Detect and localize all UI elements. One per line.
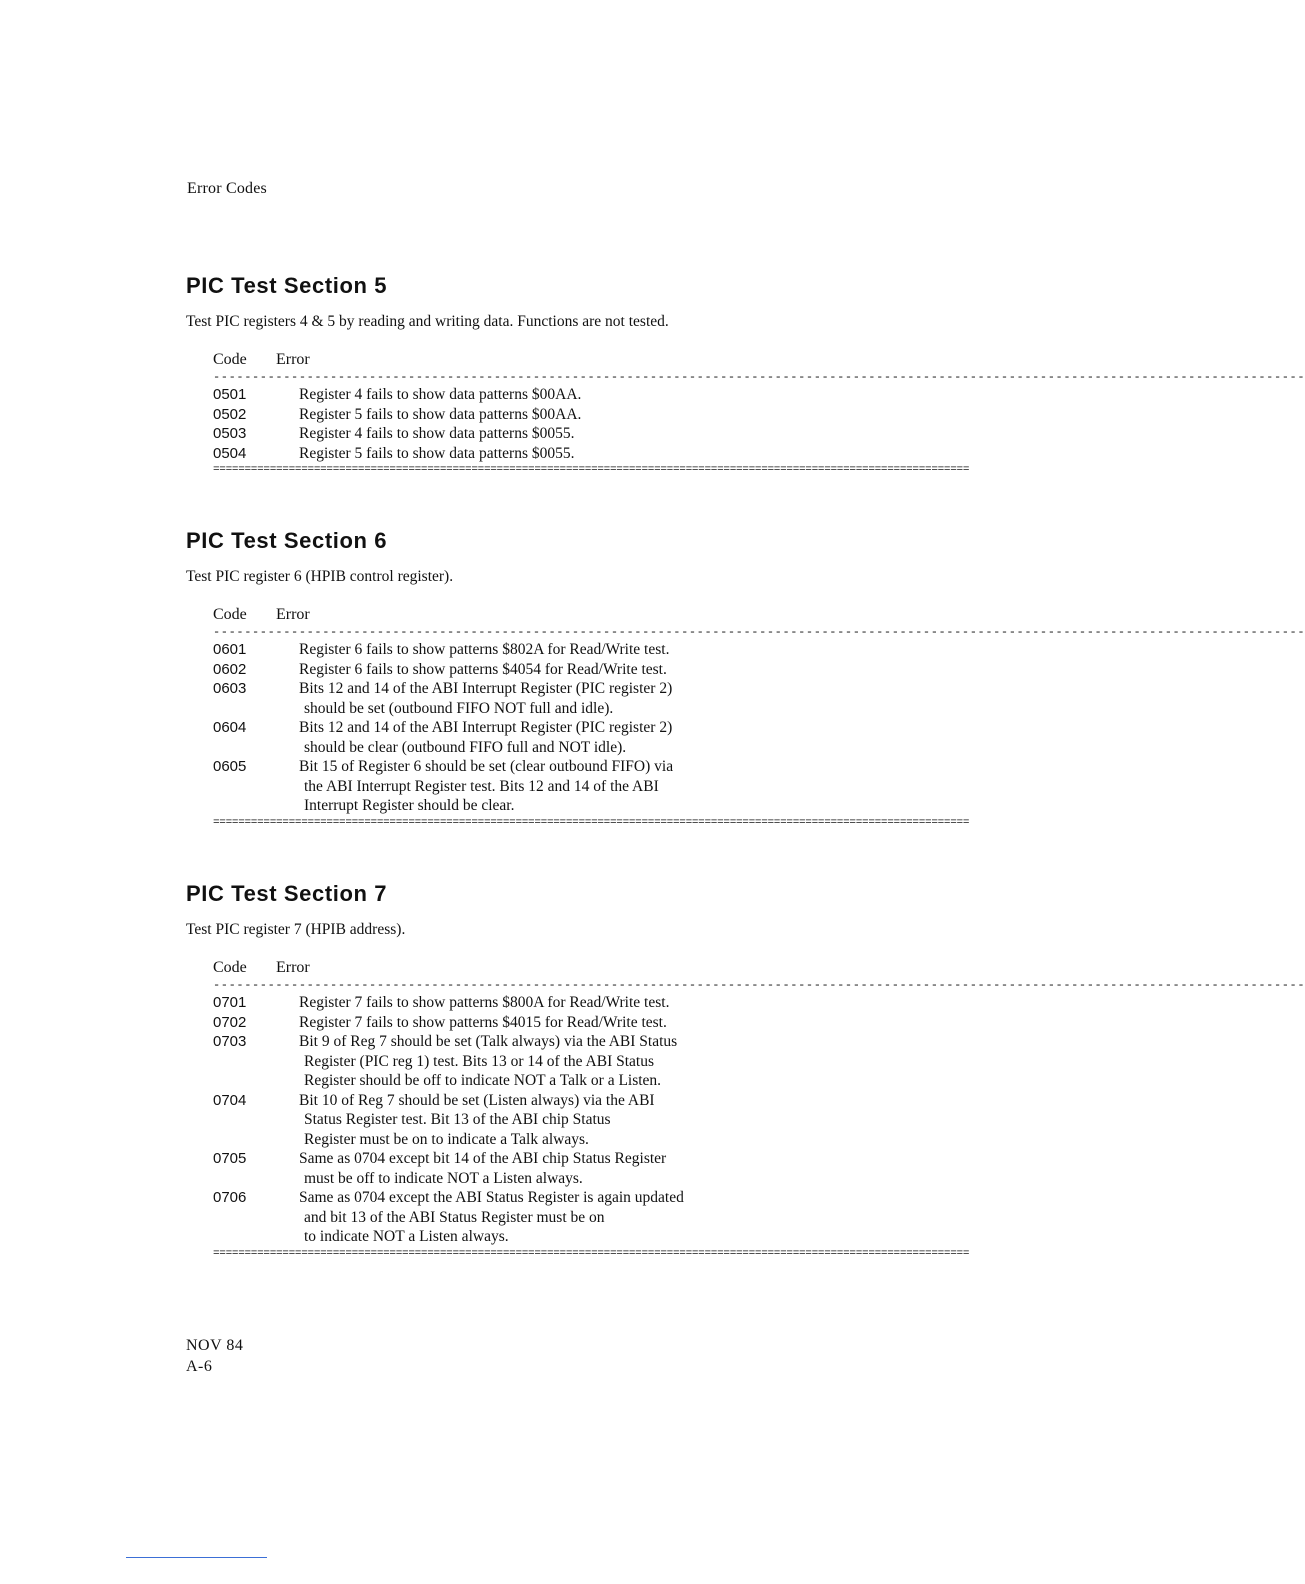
- error-description: [299, 424, 936, 444]
- error-description-line: Same as 0704 except the ABI Status Register is again updated: [299, 1189, 684, 1206]
- error-description-line: Register 4 fails to show data patterns $0055.: [299, 425, 575, 442]
- error-code: 0601: [213, 641, 247, 658]
- error-description: [299, 1091, 936, 1150]
- double-rule: ========================================================================================================================: [213, 464, 970, 476]
- error-code-table: [213, 605, 1305, 831]
- error-code: 0702: [213, 1013, 247, 1031]
- table-row: [213, 640, 936, 660]
- error-code: 0701: [213, 994, 247, 1011]
- error-description: [299, 444, 936, 464]
- error-description-line: Interrupt Register should be clear.: [304, 797, 515, 814]
- error-description: [299, 1013, 936, 1033]
- page-footer: [186, 1335, 243, 1377]
- table-rows: [213, 385, 936, 463]
- error-description: [299, 1188, 936, 1247]
- error-description-line: the ABI Interrupt Register test. Bits 12 and 14 of the ABI: [304, 777, 659, 795]
- page-number: A-6: [186, 1358, 213, 1375]
- table-row: [213, 1013, 936, 1033]
- table-header: [213, 605, 936, 625]
- section-description: Test PIC register 6 (HPIB control register).: [186, 568, 454, 585]
- error-code-table: [213, 350, 1305, 478]
- table-header: [213, 350, 936, 370]
- dashed-rule: --------------------------------------------------------------------------------------------------------------------------------------------: [213, 978, 1305, 992]
- table-row: [213, 757, 936, 816]
- table-row: [213, 718, 936, 757]
- section-title: PIC Test Section 7: [186, 881, 388, 906]
- table-row: [213, 385, 936, 405]
- error-description-line: Bit 10 of Reg 7 should be set (Listen always) via the ABI: [299, 1091, 655, 1109]
- footer-date: NOV 84: [186, 1337, 244, 1354]
- error-description-line: to indicate NOT a Listen always.: [304, 1228, 509, 1245]
- error-code: 0704: [213, 1091, 247, 1109]
- error-description-line: and bit 13 of the ABI Status Register must be on: [304, 1208, 605, 1226]
- error-description-line: Bits 12 and 14 of the ABI Interrupt Register (PIC register 2): [299, 719, 673, 736]
- column-header-error: Error: [276, 606, 310, 623]
- error-description: [299, 385, 936, 405]
- error-code: 0706: [213, 1189, 247, 1206]
- error-code-table: [213, 958, 1305, 1262]
- error-description-line: Register 5 fails to show data patterns $0055.: [299, 444, 575, 462]
- column-header-error: Error: [276, 351, 310, 368]
- error-description: [299, 1149, 936, 1188]
- error-description-line: must be off to indicate NOT a Listen always.: [304, 1169, 583, 1187]
- error-description-line: Register 5 fails to show data patterns $00AA.: [299, 405, 582, 423]
- error-description-line: Bit 9 of Reg 7 should be set (Talk always) via the ABI Status: [299, 1033, 678, 1050]
- error-description-line: Register should be off to indicate NOT a Talk or a Listen.: [304, 1072, 662, 1089]
- error-description-line: Register 6 fails to show patterns $802A for Read/Write test.: [299, 641, 670, 658]
- column-header-code: Code: [213, 351, 247, 368]
- dashed-rule: --------------------------------------------------------------------------------------------------------------------------------------------: [213, 370, 1305, 384]
- table-rows: [213, 993, 936, 1247]
- table-header: [213, 958, 936, 978]
- error-code: 0703: [213, 1033, 247, 1050]
- error-code: 0605: [213, 758, 247, 775]
- table-row: [213, 1032, 936, 1091]
- error-description-line: should be set (outbound FIFO NOT full and idle).: [304, 699, 614, 717]
- dashed-rule: --------------------------------------------------------------------------------------------------------------------------------------------: [213, 625, 1305, 639]
- error-description: [299, 1032, 936, 1091]
- error-code: 0603: [213, 680, 247, 697]
- section-title: PIC Test Section 5: [186, 273, 388, 298]
- section-description: Test PIC registers 4 & 5 by reading and writing data. Functions are not tested.: [186, 313, 669, 330]
- table-row: [213, 424, 936, 444]
- table-row: [213, 993, 936, 1013]
- section-5: [186, 272, 1305, 478]
- error-description: [299, 660, 936, 680]
- error-description-line: Bit 15 of Register 6 should be set (clear outbound FIFO) via: [299, 758, 674, 775]
- table-rows: [213, 640, 936, 816]
- section-7: [186, 880, 1305, 1262]
- error-code: 0504: [213, 444, 247, 462]
- section-description: Test PIC register 7 (HPIB address).: [186, 921, 406, 938]
- error-description: [299, 640, 936, 660]
- error-code: 0705: [213, 1150, 247, 1167]
- error-description: [299, 679, 936, 718]
- error-code: 0503: [213, 425, 247, 442]
- table-row: [213, 1091, 936, 1150]
- error-description-line: should be clear (outbound FIFO full and NOT idle).: [304, 738, 627, 756]
- error-description-line: Register 7 fails to show patterns $4015 for Read/Write test.: [299, 1013, 667, 1031]
- column-header-code: Code: [213, 606, 247, 623]
- error-description-line: Register (PIC reg 1) test. Bits 13 or 14 of the ABI Status: [304, 1052, 655, 1070]
- column-header-code: Code: [213, 959, 247, 976]
- error-description-line: Register 7 fails to show patterns $800A for Read/Write test.: [299, 994, 670, 1011]
- column-header-error: Error: [276, 959, 310, 976]
- section-6: [186, 527, 1305, 831]
- scan-artifact-line: [126, 1557, 267, 1558]
- section-title: PIC Test Section 6: [186, 528, 388, 553]
- error-description-line: Status Register test. Bit 13 of the ABI chip Status: [304, 1111, 611, 1128]
- double-rule: ========================================================================================================================: [213, 816, 970, 829]
- error-description: [299, 757, 936, 816]
- error-description-line: Register must be on to indicate a Talk always.: [304, 1130, 589, 1148]
- error-code: 0502: [213, 405, 247, 423]
- error-description: [299, 718, 936, 757]
- error-code: 0602: [213, 660, 247, 678]
- error-code: 0501: [213, 386, 247, 403]
- table-row: [213, 405, 936, 425]
- table-row: [213, 679, 936, 718]
- table-row: [213, 444, 936, 464]
- table-row: [213, 660, 936, 680]
- running-head: Error Codes: [187, 180, 267, 197]
- table-row: [213, 1188, 936, 1247]
- table-row: [213, 1149, 936, 1188]
- error-description: [299, 405, 936, 425]
- error-description-line: Same as 0704 except bit 14 of the ABI chip Status Register: [299, 1150, 667, 1167]
- error-description: [299, 993, 936, 1013]
- error-description-line: Register 4 fails to show data patterns $00AA.: [299, 386, 582, 403]
- error-code: 0604: [213, 719, 247, 736]
- error-description-line: Register 6 fails to show patterns $4054 for Read/Write test.: [299, 660, 667, 678]
- double-rule: ========================================================================================================================: [213, 1247, 970, 1260]
- error-description-line: Bits 12 and 14 of the ABI Interrupt Register (PIC register 2): [299, 680, 673, 697]
